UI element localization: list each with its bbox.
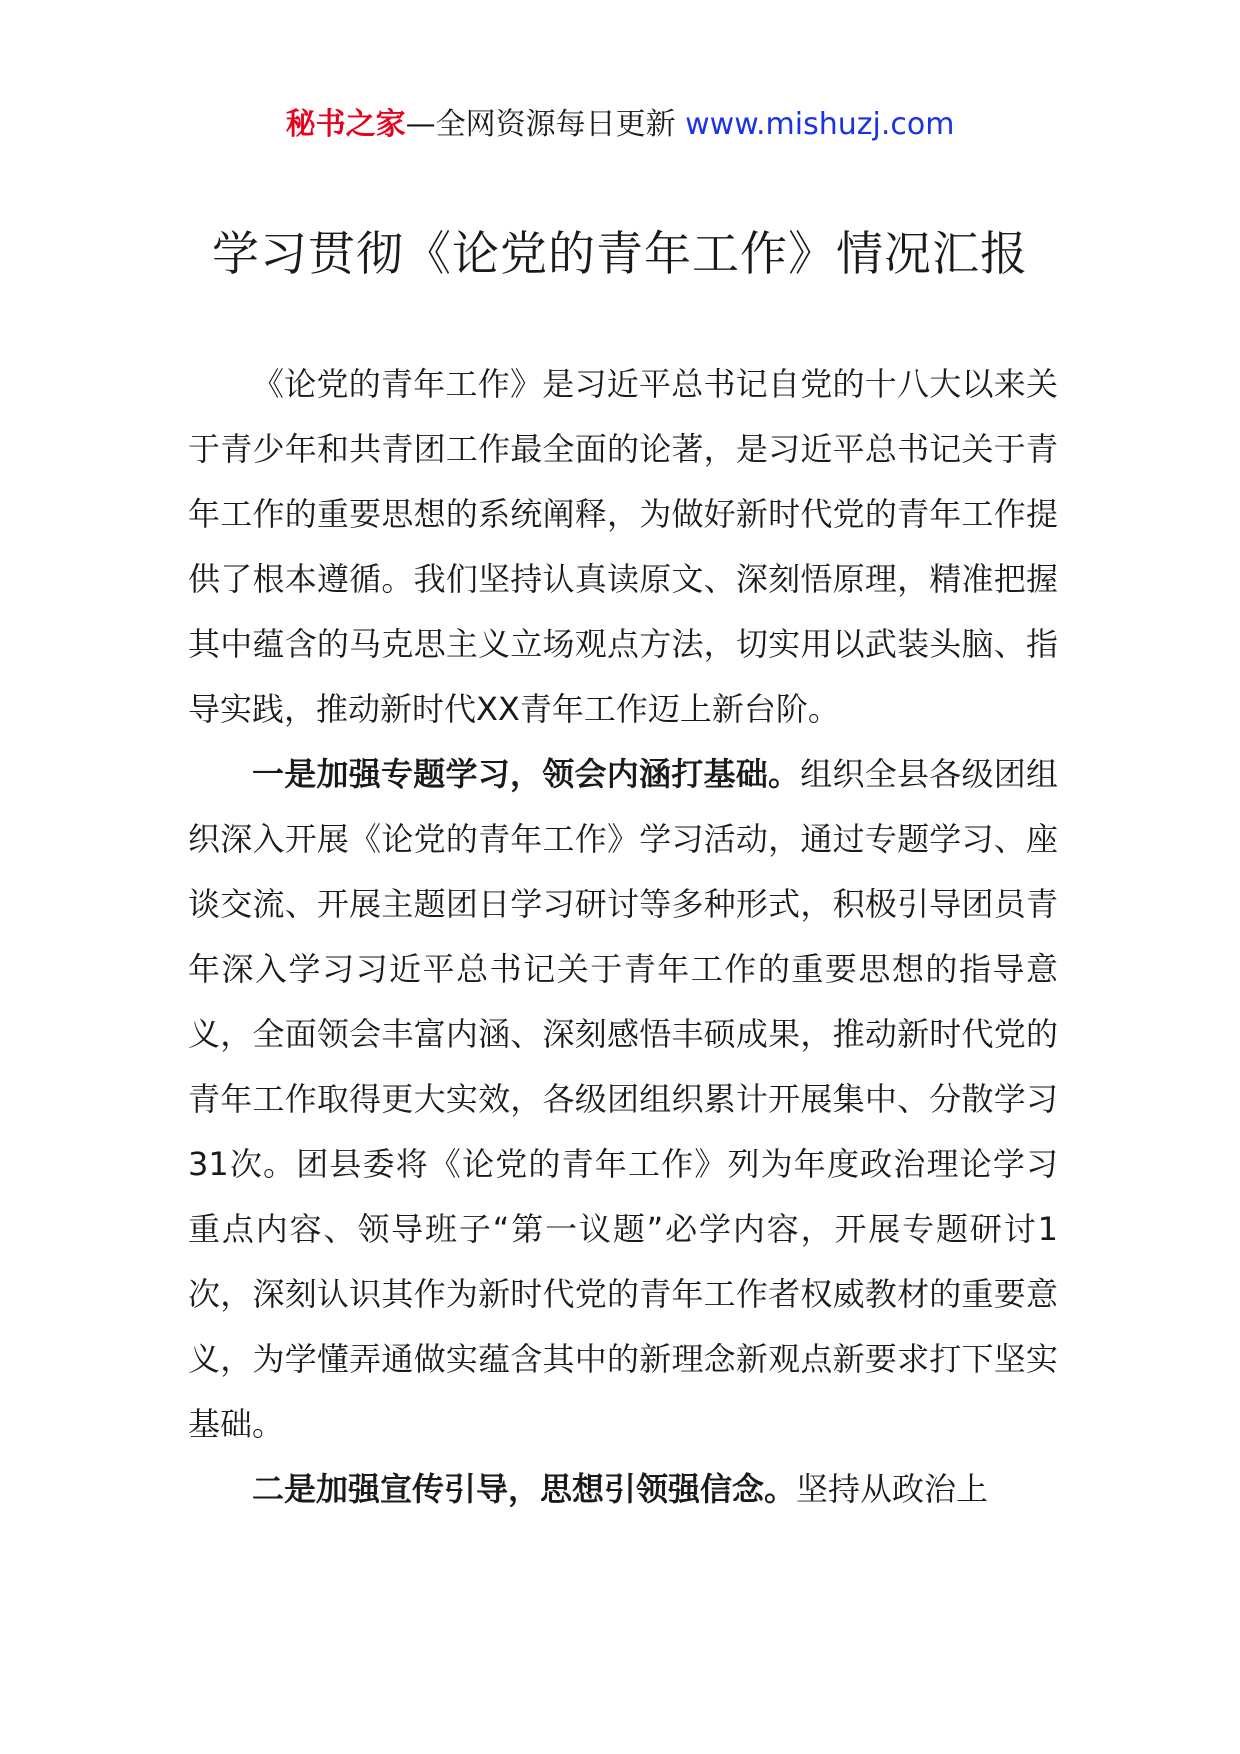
document-body	[188, 352, 1058, 1522]
brand-name: 秘书之家	[285, 107, 406, 142]
site-header	[0, 100, 1240, 150]
paragraph-intro	[188, 352, 1058, 742]
paragraph-lead: 一是加强专题学习，领会内涵打基础。	[252, 755, 801, 793]
paragraph-two	[188, 1457, 1058, 1522]
header-slogan: —全网资源每日更新	[405, 107, 686, 142]
paragraph-lead: 二是加强宣传引导，思想引领强信念。	[252, 1470, 797, 1508]
site-url-link[interactable]: www.mishuzj.com	[685, 107, 955, 142]
paragraph-one	[188, 742, 1058, 1457]
paragraph-text: 组织全县各级团组织深入开展《论党的青年工作》学习活动，通过专题学习、座谈交流、开展主题团日学习研讨等多种形式，积极引导团员青年深入学习习近平总书记关于青年工作的重要思想的指导意义，全面领会丰富内涵、深刻感悟丰硕成果，推动新时代党的青年工作取得更大实效，各级团组织累计开展集中、分散学习31次。团县委将《论党的青年工作》列为年度政治理论学习重点内容、领导班子“第一议题”必学内容，开展专题研讨1次，深刻认识其作为新时代党的青年工作者权威教材的重要意义，为学懂弄通做实蕴含其中的新理念新观点新要求打下坚实基础。	[188, 755, 1058, 1443]
paragraph-text: 坚持从政治上	[796, 1470, 989, 1508]
document-title: 学习贯彻《论党的青年工作》情况汇报	[212, 227, 1028, 282]
paragraph-text: 《论党的青年工作》是习近平总书记自党的十八大以来关于青少年和共青团工作最全面的论著，是习近平总书记关于青年工作的重要思想的系统阐释，为做好新时代党的青年工作提供了根本遵循。我们坚持认真读原文、深刻悟原理，精准把握其中蕴含的马克思主义立场观点方法，切实用以武装头脑、指导实践，推动新时代XX青年工作迈上新台阶。	[188, 365, 1058, 728]
